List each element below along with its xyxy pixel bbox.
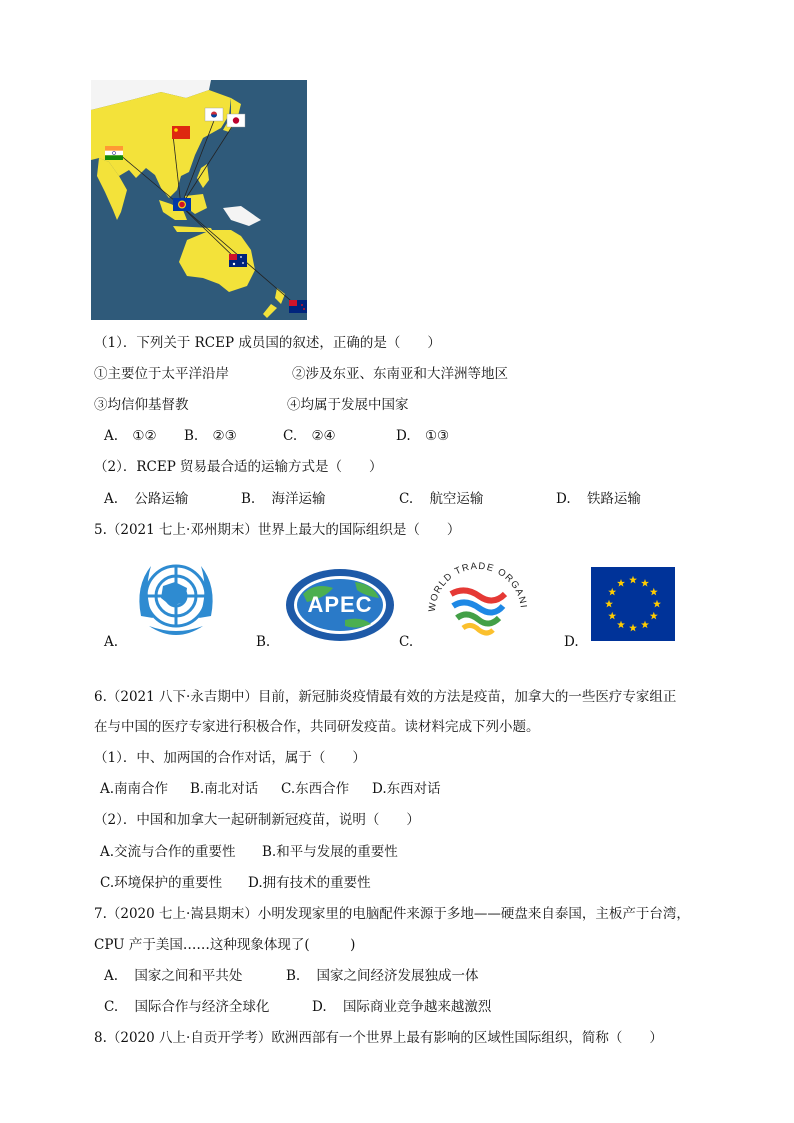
q6-sub1-option-a[interactable]: A.南南合作 <box>100 781 169 797</box>
q6-sub2-option-d[interactable]: D.拥有技术的重要性 <box>248 875 371 891</box>
option-text: 国际合作与经济全球化 <box>134 999 270 1015</box>
q6-stem-line1: 6.（2021 八下·永吉期中）目前，新冠肺炎疫情最有效的方法是疫苗，加拿大的一些医疗专家组正 <box>94 689 677 705</box>
q4-statement-3: ③均信仰基督教 <box>94 397 189 413</box>
wto-logo[interactable] <box>425 546 527 642</box>
q4-statement-1: ①主要位于太平洋沿岸 <box>94 366 229 382</box>
q6-sub2-stem: （2）．中国和加拿大一起研制新冠疫苗，说明（ ） <box>94 812 420 828</box>
q4-sub2-option-a[interactable] <box>104 490 188 508</box>
q6-sub1-option-d[interactable]: D.东西对话 <box>372 781 441 797</box>
wto-logo-svg <box>425 546 527 642</box>
option-letter: D. <box>312 999 327 1015</box>
apec-logo[interactable] <box>285 568 395 642</box>
option-text: 国家之间和平共处 <box>134 968 243 984</box>
option-text: 铁路运输 <box>586 491 641 507</box>
flag-india <box>105 146 123 160</box>
q4-sub1-option-d[interactable] <box>396 427 449 445</box>
flag-australia <box>229 254 247 267</box>
un-logo-svg <box>127 556 225 644</box>
option-letter: A. <box>104 968 119 984</box>
eu-flag-svg <box>591 567 675 641</box>
option-text: ②④ <box>311 428 336 444</box>
eu-flag[interactable] <box>591 567 675 641</box>
q7-option-b[interactable] <box>286 967 479 985</box>
q5-option-b-letter[interactable]: B. <box>256 634 271 650</box>
option-letter: B. <box>241 491 256 507</box>
option-text: 国家之间经济发展独成一体 <box>316 968 479 984</box>
option-letter: B. <box>286 968 301 984</box>
q7-stem-line1: 7.（2020 七上·嵩县期末）小明发现家里的电脑配件来源于多地——硬盘来自泰国，主板产于台湾， <box>94 906 690 922</box>
flag-asean <box>173 198 191 211</box>
q8-stem: 8.（2020 八上·自贡开学考）欧洲西部有一个世界上最有影响的区域性国际组织，简称（ ） <box>94 1030 663 1046</box>
q6-sub1-option-c[interactable]: C.东西合作 <box>281 781 350 797</box>
un-logo[interactable] <box>127 556 225 644</box>
option-text: 海洋运输 <box>271 491 326 507</box>
q5-stem: 5.（2021 七上·邓州期末）世界上最大的国际组织是（ ） <box>94 522 461 538</box>
q4-sub2-option-d[interactable] <box>556 490 641 508</box>
q4-sub2-stem: （2）．RCEP 贸易最合适的运输方式是（ ） <box>94 459 383 475</box>
rcep-map-svg <box>91 80 307 320</box>
q6-sub2-option-b[interactable]: B.和平与发展的重要性 <box>262 844 398 860</box>
option-text: ①② <box>132 428 157 444</box>
option-text: 国际商业竞争越来越激烈 <box>342 999 492 1015</box>
q4-statement-2: ②涉及东亚、东南亚和大洋洲等地区 <box>292 366 508 382</box>
option-text: 航空运输 <box>429 491 484 507</box>
rcep-map <box>91 80 307 320</box>
q6-sub2-option-a[interactable]: A.交流与合作的重要性 <box>100 844 236 860</box>
option-letter: D. <box>396 428 411 444</box>
option-text: ②③ <box>212 428 237 444</box>
q6-sub1-stem: （1）．中、加两国的合作对话，属于（ ） <box>94 750 366 766</box>
q7-stem-line2: CPU 产于美国……这种现象体现了( ) <box>94 937 356 953</box>
flag-china <box>172 126 190 139</box>
option-letter: C. <box>283 428 298 444</box>
q6-stem-line2: 在与中国的医疗专家进行积极合作，共同研发疫苗。读材料完成下列小题。 <box>94 719 540 735</box>
q4-sub1-option-c[interactable] <box>283 427 336 445</box>
q4-sub2-option-c[interactable] <box>399 490 483 508</box>
option-letter: C. <box>399 491 414 507</box>
flag-new-zealand <box>289 300 307 313</box>
option-letter: A. <box>104 428 119 444</box>
q4-statement-4: ④均属于发展中国家 <box>287 397 409 413</box>
apec-logo-text: APEC <box>307 592 373 617</box>
q5-option-d-letter[interactable]: D. <box>564 634 579 650</box>
option-text: 公路运输 <box>134 491 189 507</box>
flag-japan <box>227 114 245 127</box>
q7-option-d[interactable] <box>312 998 491 1016</box>
option-text: ①③ <box>424 428 450 444</box>
q6-sub2-option-c[interactable]: C.环境保护的重要性 <box>100 875 223 891</box>
q4-sub1-stem: （1）．下列关于 RCEP 成员国的叙述，正确的是（ ） <box>94 335 441 351</box>
q4-sub1-option-b[interactable] <box>184 427 237 445</box>
q5-option-c-letter[interactable]: C. <box>399 634 414 650</box>
q7-option-a[interactable] <box>104 967 242 985</box>
svg-text:WORLD TRADE ORGANIZATION <box>425 546 527 612</box>
option-letter: C. <box>104 999 119 1015</box>
q4-sub1-option-a[interactable] <box>104 427 157 445</box>
q4-sub2-option-b[interactable] <box>241 490 326 508</box>
flag-korea <box>205 108 223 121</box>
q5-option-a-letter[interactable]: A. <box>104 634 119 650</box>
wto-logo-text: WORLD TRADE ORGA <box>426 560 526 613</box>
option-letter: B. <box>184 428 199 444</box>
option-letter: A. <box>104 491 119 507</box>
q6-sub1-option-b[interactable]: B.南北对话 <box>190 781 259 797</box>
option-letter: D. <box>556 491 571 507</box>
q7-option-c[interactable] <box>104 998 269 1016</box>
